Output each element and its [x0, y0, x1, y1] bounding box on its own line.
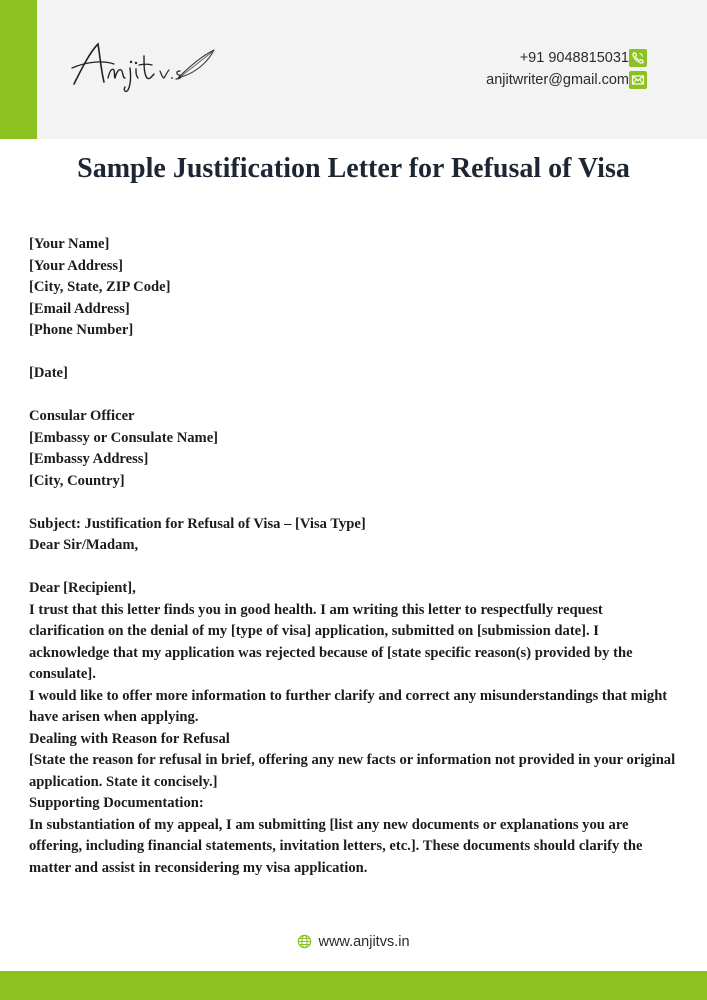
globe-icon — [297, 934, 312, 953]
letter-body — [29, 234, 679, 879]
sender-address: [Your Address] — [29, 257, 123, 274]
footer-accent-bar — [0, 971, 707, 1000]
recipient-block — [29, 406, 679, 492]
body-paragraph-documentation: In substantiation of my appeal, I am submitting [list any new documents or explanations you are offering, including financial statements, invitation letters, etc.]. These documents should clarify the matter and assist in reconsidering my visa application. — [29, 816, 643, 876]
subject-line: Subject: Justification for Refusal of Visa – [Visa Type] — [29, 515, 366, 532]
body-paragraph-reason: [State the reason for refusal in brief, offering any new facts or information not provided in your original application. State it concisely.] — [29, 752, 676, 790]
mail-icon — [629, 71, 647, 89]
sender-name: [Your Name] — [29, 236, 110, 252]
signature-logo — [68, 38, 218, 94]
recipient-title: Consular Officer — [29, 408, 135, 424]
section-heading-reason: Dealing with Reason for Refusal — [29, 730, 230, 747]
header-accent-bar — [0, 0, 37, 139]
body-paragraph-clarify: I would like to offer more information to further clarify and correct any misunderstandings that might have arisen when applying. — [29, 687, 668, 725]
sender-phone: [Phone Number] — [29, 322, 134, 338]
body-paragraph-intro: I trust that this letter finds you in good health. I am writing this letter to respectfully request clarification on the denial of my [type of visa] application, submitted on [submission date]. I acknowledge that my application was rejected because of [state specific reason(s) provided by the consulate]. — [29, 601, 633, 682]
email-address: anjitwriter@gmail.com — [486, 72, 629, 88]
sender-block — [29, 234, 679, 342]
contact-block — [486, 47, 629, 91]
phone-icon — [629, 49, 647, 67]
website-link[interactable]: www.anjitvs.in — [318, 934, 410, 950]
signature-logo-graphic — [68, 38, 218, 94]
letter-date: [Date] — [29, 365, 68, 381]
body-greeting: Dear [Recipient], — [29, 580, 136, 596]
sender-city: [City, State, ZIP Code] — [29, 279, 171, 295]
sender-email: [Email Address] — [29, 300, 130, 317]
section-heading-documentation: Supporting Documentation: — [29, 795, 204, 811]
phone-number: +91 9048815031 — [519, 50, 629, 66]
footer — [0, 934, 707, 953]
recipient-city: [City, Country] — [29, 472, 125, 489]
recipient-embassy: [Embassy or Consulate Name] — [29, 429, 219, 446]
salutation: Dear Sir/Madam, — [29, 537, 139, 553]
recipient-address: [Embassy Address] — [29, 451, 149, 467]
page-title: Sample Justification Letter for Refusal of Visa — [77, 153, 630, 184]
